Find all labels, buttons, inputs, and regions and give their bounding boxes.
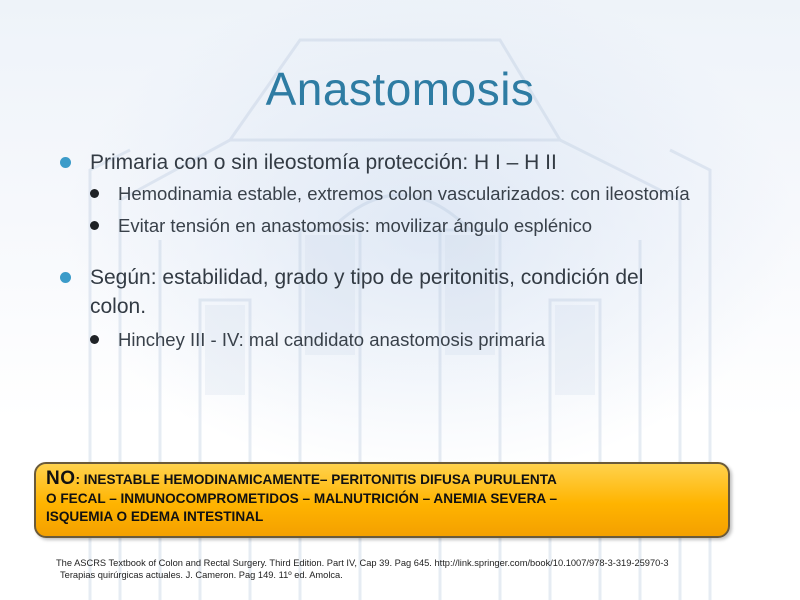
sub-bullet-text: Evitar tensión en anastomosis: movilizar ángulo esplénico (118, 215, 593, 236)
sub-bullet-item (60, 181, 718, 207)
bullet-dot-icon (60, 157, 71, 168)
sub-bullet-item (60, 327, 760, 353)
sub-bullet-text: Hinchey III - IV: mal candidato anastomosis primaria (118, 329, 546, 350)
notice-line-3: ISQUEMIA O EDEMA INTESTINAL (46, 509, 264, 524)
notice-line-2: O FECAL – INMUNOCOMPROMETIDOS – MALNUTRICIÓN – ANEMIA SEVERA – (46, 490, 558, 506)
bullet-text: Según: estabilidad, grado y tipo de peritonitis, condición del colon. (90, 266, 644, 318)
slide-title: Anastomosis (265, 63, 535, 115)
bullet-list (60, 148, 760, 353)
notice-prefix: NO (46, 468, 76, 489)
sub-bullet-dot-icon (90, 189, 99, 198)
bullet-dot-icon (60, 272, 71, 283)
contraindications-box (34, 462, 730, 538)
bullet-item (60, 263, 650, 321)
bullet-text: Primaria con o sin ileostomía protección: H I – H II (90, 151, 557, 174)
sub-bullet-text: Hemodinamia estable, extremos colon vascularizados: con ileostomía (118, 183, 690, 204)
reference-item: The ASCRS Textbook of Colon and Rectal Surgery. Third Edition. Part IV, Cap 39. Pag 645. http://link.springer.com/book/10.1007/978-3-319-25970-3 (56, 558, 669, 568)
references (56, 557, 776, 581)
notice-line-1 (46, 470, 718, 490)
reference-item: Terapias quirúrgicas actuales. J. Cameron. Pag 149. 11º ed. Amolca. (60, 570, 343, 580)
sub-bullet-dot-icon (90, 335, 99, 344)
notice-text-1: : INESTABLE HEMODINAMICAMENTE– PERITONITIS DIFUSA PURULENTA (75, 472, 557, 487)
sub-bullet-dot-icon (90, 221, 99, 230)
bullet-item (60, 148, 760, 177)
sub-bullet-item (60, 213, 760, 239)
